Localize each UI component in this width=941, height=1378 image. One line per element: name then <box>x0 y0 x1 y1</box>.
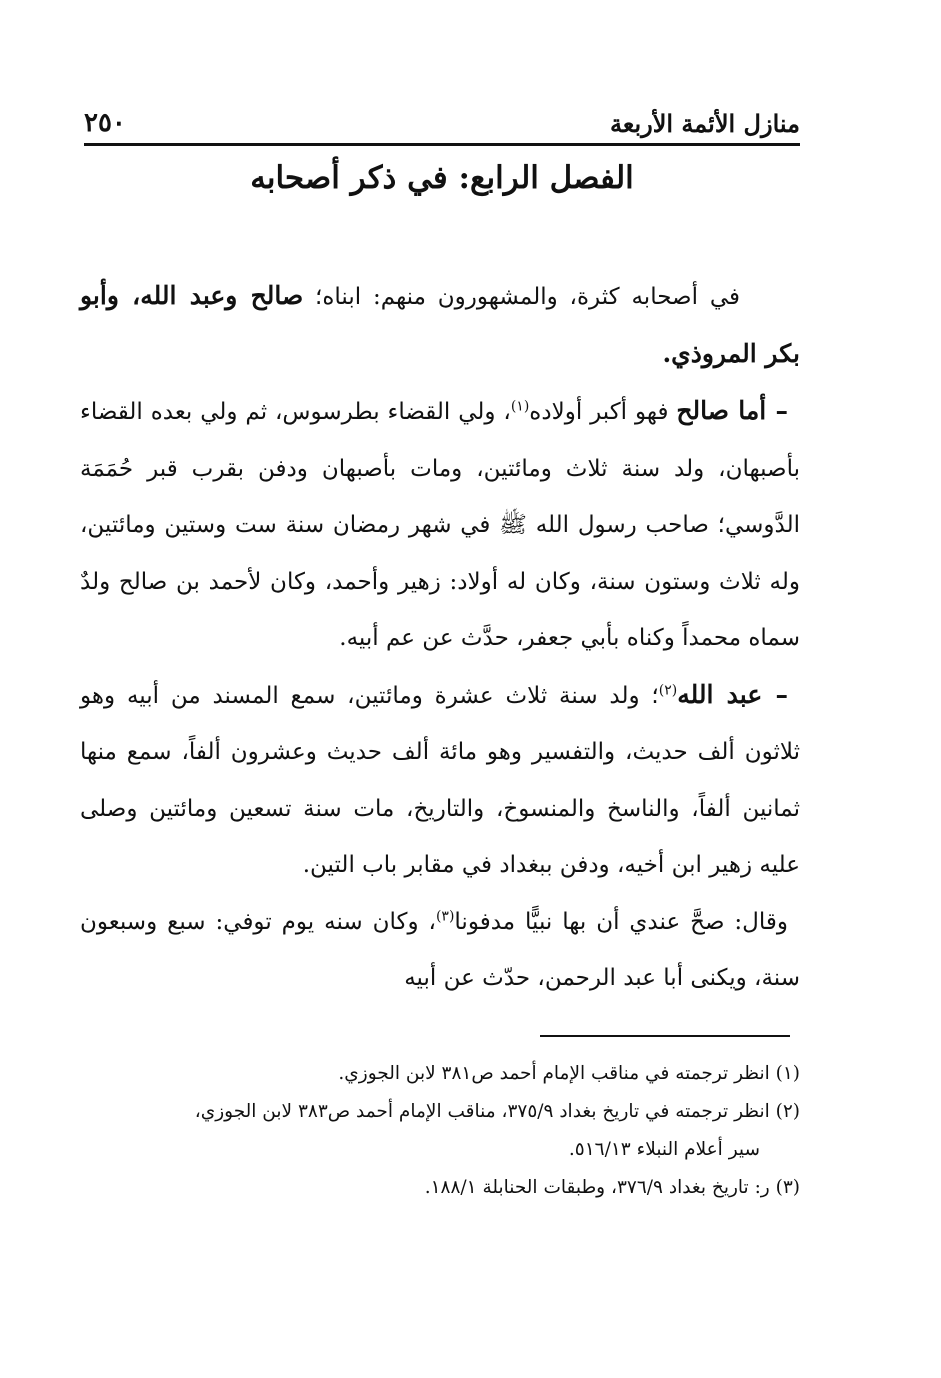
footnote-ref-3: (٣) <box>435 907 455 924</box>
footnote-1: (١) انظر ترجمته في مناقب الإمام أحمد ص٣٨١ لابن الجوزي. <box>338 1063 800 1084</box>
abdullah-dash: – <box>762 679 788 709</box>
paragraph-intro <box>80 268 800 383</box>
footnotes <box>80 1055 800 1207</box>
paragraph-qala <box>80 894 800 1007</box>
footnote-3: (٣) ر: تاريخ بغداد ٣٧٦/٩، وطبقات الحنابلة ١٨٨/١. <box>424 1177 800 1198</box>
footnote-ref-1: (١) <box>510 398 530 415</box>
body-text <box>80 268 800 1007</box>
qala-text-b: ، وكان سنه يوم توفي: سبع وسبعون سنة، ويكنى أبا عبد الرحمن، حدّث عن أبيه <box>80 908 800 991</box>
intro-names: صالح وعبد الله، وأبو بكر المروذي. <box>80 281 800 368</box>
saleh-name: أما صالح <box>676 396 767 425</box>
saleh-text-b: ، ولي القضاء بطرسوس، ثم ولي بعده القضاء بأصبهان، ولد سنة ثلاث ومائتين، ومات بأصبهان ودفن بقرب قبر حُمَمَة الدَّوسي؛ صاحب رسول الله ﷺ في شهر رمضان سنة ست وستين ومائتين، وله ثلاث وستون سنة، وكان له أولاد: زهير وأحمد، وكان لأحمد بن صالح ولدٌ سماه محمداً وكناه بأبي جعفر، حدَّث عن عم أبيه. <box>80 399 800 651</box>
saleh-text-a: فهو أكبر أولاده <box>529 399 677 425</box>
footnote-2: (٢) انظر ترجمته في تاريخ بغداد ٣٧٥/٩، مناقب الإمام أحمد ص٣٨٣ لابن الجوزي، <box>194 1101 800 1122</box>
footnote-ref-2: (٢) <box>658 681 678 698</box>
page-number: ٢٥٠ <box>84 108 126 138</box>
paragraph-saleh <box>80 383 800 667</box>
intro-text: في أصحابه كثرة، والمشهورون منهم: ابناه؛ <box>303 284 740 310</box>
running-header <box>84 92 800 138</box>
running-title: منازل الأئمة الأربعة <box>610 109 800 138</box>
footnote-rule <box>540 1035 790 1037</box>
paragraph-abdullah <box>80 667 800 894</box>
saleh-dash: – <box>766 396 788 425</box>
header-rule <box>84 143 800 146</box>
abdullah-name: عبد الله <box>677 679 763 709</box>
qala-text-a: وقال: صحَّ عندي أن بها نبيًّا مدفونا <box>454 908 788 935</box>
chapter-title: الفصل الرابع: في ذكر أصحابه <box>250 160 634 196</box>
abdullah-text: ؛ ولد سنة ثلاث عشرة ومائتين، سمع المسند من أبيه وهو ثلاثون ألف حديث، والتفسير وهو مائة ألف حديث وعشرون ألفاً، سمع منها ثمانين ألفاً، والناسخ والمنسوخ، والتاريخ، مات سنة تسعين ومائتين وصلى عليه زهير ابن أخيه، ودفن ببغداد في مقابر باب التين. <box>80 682 800 878</box>
footnote-2-continued: سير أعلام النبلاء ٥١٦/١٣. <box>568 1139 760 1160</box>
